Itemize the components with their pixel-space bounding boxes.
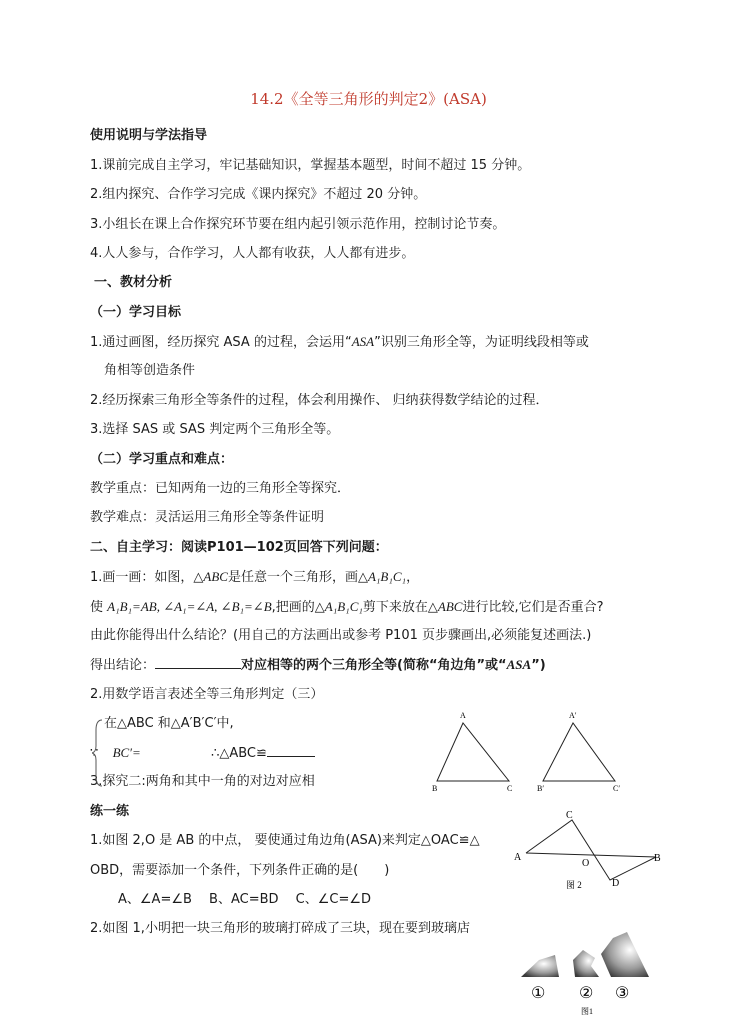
piece-number-2: ② [579,985,594,1002]
practice-heading: 练一练 [90,804,130,819]
question-1-options: A、∠A=∠B B、AC=BD C、∠C=∠D [118,892,372,907]
fig2-label-a: A [514,852,522,863]
glass-piece-3 [601,932,649,977]
fig1-caption: 图1 [581,1007,593,1016]
glass-piece-2 [573,950,599,977]
goal-2: 2.经历探索三角形全等条件的过程，体会利用操作、 归纳获得数学结论的过程． [90,393,549,408]
guide-item-1: 1.课前完成自主学习，牢记基础知识，掌握基本题型，时间不超过 15 分钟。 [90,158,531,173]
label-b: B [432,784,438,793]
question-2-line-1: 2.如图 1,小明把一块三角形的玻璃打碎成了三块，现在要到玻璃店 [90,921,470,936]
label-b-prime: B′ [537,784,545,793]
question-1-line-1: 1.如图 2,O 是 AB 的中点， 要使通过角边角(ASA)来判定△OAC≌△ [90,833,480,848]
guide-heading: 使用说明与学法指导 [90,128,208,143]
figure-2 [508,808,668,893]
fig2-label-o: O [582,858,590,869]
key-point: 教学重点：已知两角一边的三角形全等探究． [90,481,351,496]
label-c: C [507,784,513,793]
fig2-label-c: C [566,810,573,821]
brace-mark [92,718,106,788]
piece-number-1: ① [531,985,546,1002]
explore-two: 3.探究二:两角和其中一角的对边对应相 [90,774,315,789]
glass-piece-1 [521,955,559,977]
conclusion-blank[interactable] [155,656,241,669]
fig2-label-d: D [612,878,620,889]
draw-line-3: 由此你能得出什么结论？(用自己的方法画出或参考 P101 页步骤画出,必须能复述画法.) [90,628,592,643]
congruent-blank[interactable] [267,744,315,757]
because-line: ∵ BC′= ∴△ABC≌ [90,744,315,762]
guide-item-4: 4.人人参与，合作学习，人人都有收获，人人都有进步。 [90,246,415,261]
goal-1: 1.通过画图，经历探究 ASA 的过程，会运用“ASA”识别三角形全等，为证明线段相等或 [90,334,589,350]
difficult-point: 教学难点：灵活运用三角形全等条件证明 [90,510,325,525]
draw-line-2: 使 A₁B₁=AB, ∠A₁=∠A, ∠B₁=∠B,把画的△A₁B₁C₁剪下来放在△ABC进行比较,它们是否重合? [90,599,604,615]
page-title: 14.2《全等三角形的判定2》(ASA) [250,90,487,108]
label-c-prime: C′ [613,784,621,793]
fig2-label-b: B [654,853,661,864]
goal-3: 3.选择 SAS 或 SAS 判定两个三角形全等。 [90,422,340,437]
goals-heading: （一）学习目标 [90,305,182,320]
conclusion: 得出结论： 对应相等的两个三角形全等(简称“角边角”或“ASA”) [90,657,546,673]
guide-item-2: 2.组内探究、合作学习完成《课内探究》不超过 20 分钟。 [90,187,427,202]
piece-number-3: ③ [615,985,630,1002]
label-a-prime: A′ [569,711,577,720]
triangle-a1b1c1 [543,723,615,781]
label-a: A [460,711,466,720]
draw-line-1: 1.画一画：如图，△ABC是任意一个三角形，画△A₁B₁C₁， [90,569,420,585]
triangle-figures [425,705,630,795]
question-1-line-2: OBD，需要添加一个条件，下列条件正确的是( ) [90,863,390,878]
express-heading: 2.用数学语言表述全等三角形判定（三） [90,687,324,702]
key-heading: （二）学习重点和难点： [90,452,234,467]
section1-heading: 一、教材分析 [94,275,173,290]
section2-heading: 二、自主学习：阅读P101—102页回答下列问题： [90,540,388,555]
fig2-caption: 图 2 [566,880,582,890]
guide-item-3: 3.小组长在课上合作探究环节要在组内起引领示范作用，控制讨论节奏。 [90,217,506,232]
triangle-abc [437,723,509,781]
goal-1-continued: 角相等创造条件 [104,363,196,378]
figure-1 [515,930,655,1018]
in-triangles: 在△ABC 和△A′B′C′中, [104,716,234,731]
